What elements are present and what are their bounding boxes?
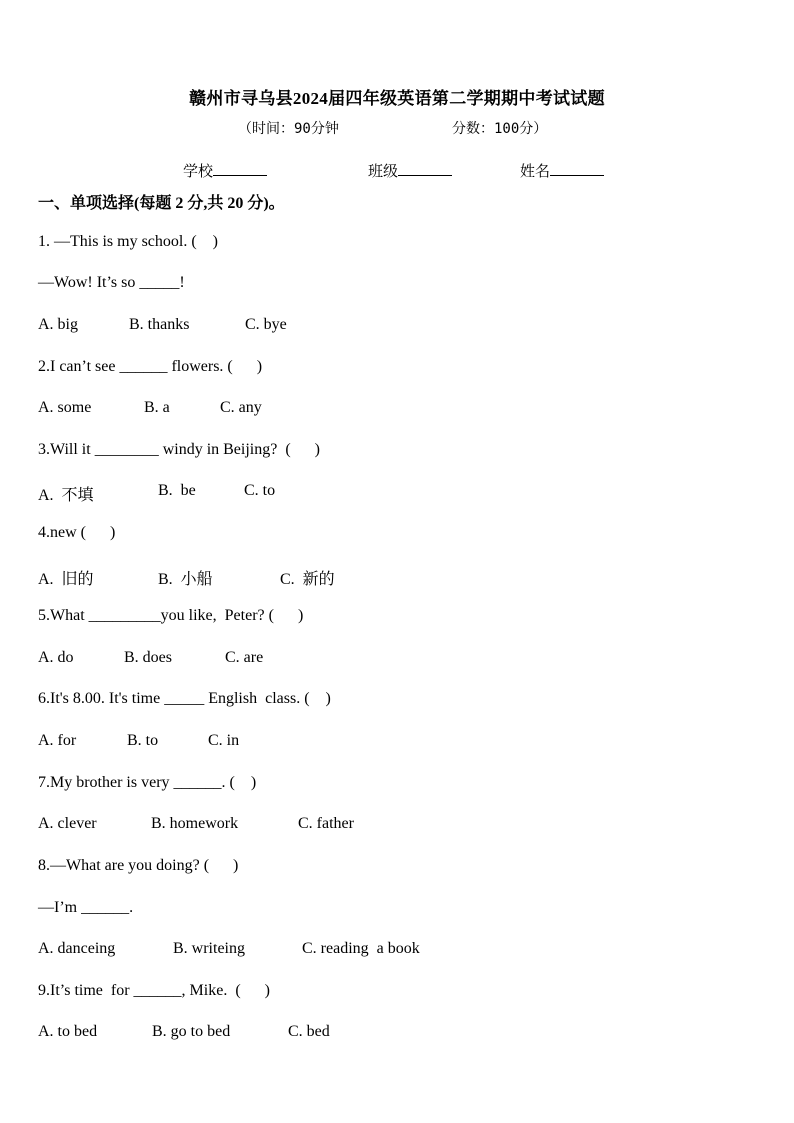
option-b[interactable]: B. be (158, 482, 196, 499)
question-5-stem: 5.What _________you like, Peter? ( ) (38, 607, 304, 624)
option-b[interactable]: B. does (124, 649, 172, 666)
option-a[interactable]: A. clever (38, 815, 97, 832)
option-a[interactable]: A. for (38, 732, 77, 749)
question-4-options (38, 566, 738, 586)
option-c[interactable]: C. any (220, 399, 262, 416)
option-a[interactable]: A. 不填 (38, 487, 94, 504)
option-a[interactable]: A. some (38, 399, 92, 416)
option-c[interactable]: C. reading a book (302, 940, 420, 957)
question-2-stem: 2.I can’t see ______ flowers. ( ) (38, 358, 263, 375)
class-label: 班级 (368, 164, 399, 180)
question-6-options (38, 732, 738, 752)
option-c[interactable]: C. in (208, 732, 240, 749)
option-c[interactable]: C. are (225, 649, 264, 666)
time-info: （时间：90分钟 (238, 121, 339, 137)
question-9-stem: 9.It’s time for ______, Mike. ( ) (38, 982, 270, 999)
option-a[interactable]: A. to bed (38, 1023, 98, 1040)
option-b[interactable]: B. go to bed (152, 1023, 231, 1040)
question-2-options (38, 399, 738, 419)
option-b[interactable]: B. to (127, 732, 159, 749)
class-blank[interactable] (398, 161, 452, 176)
option-c[interactable]: C. to (244, 482, 276, 499)
question-3-options (38, 482, 738, 502)
school-field (183, 160, 267, 181)
section-heading: 一、单项选择(每题 2 分,共 20 分)。 (38, 195, 285, 212)
option-c[interactable]: C. 新的 (280, 571, 335, 588)
name-field (520, 160, 604, 181)
question-1-response: —Wow! It’s so _____! (38, 274, 185, 291)
question-3-stem: 3.Will it ________ windy in Beijing? ( ) (38, 441, 320, 458)
question-9-options (38, 1023, 738, 1043)
option-c[interactable]: C. bed (288, 1023, 330, 1040)
class-field (368, 160, 452, 181)
question-8-response: —I’m ______. (38, 899, 134, 916)
question-5-options (38, 649, 738, 669)
option-a[interactable]: A. 旧的 (38, 571, 94, 588)
option-b[interactable]: B. homework (151, 815, 239, 832)
school-blank[interactable] (213, 161, 267, 176)
option-b[interactable]: B. thanks (129, 316, 190, 333)
name-label: 姓名 (520, 164, 551, 180)
question-8-stem: 8.—What are you doing? ( ) (38, 857, 239, 874)
question-6-stem: 6.It's 8.00. It's time _____ English class. ( ) (38, 690, 331, 707)
page-title: 赣州市寻乌县2024届四年级英语第二学期期中考试试题 (189, 89, 605, 108)
school-label: 学校 (183, 164, 214, 180)
score-info: 分数：100分） (452, 121, 548, 137)
question-1-options (38, 316, 738, 336)
option-a[interactable]: A. do (38, 649, 74, 666)
question-1-stem: 1. —This is my school. ( ) (38, 233, 218, 250)
option-b[interactable]: B. 小船 (158, 571, 213, 588)
question-7-stem: 7.My brother is very ______. ( ) (38, 774, 257, 791)
question-8-options (38, 940, 738, 960)
option-c[interactable]: C. bye (245, 316, 287, 333)
option-b[interactable]: B. a (144, 399, 170, 416)
name-blank[interactable] (550, 161, 604, 176)
option-a[interactable]: A. big (38, 316, 78, 333)
option-b[interactable]: B. writeing (173, 940, 245, 957)
option-a[interactable]: A. danceing (38, 940, 116, 957)
question-4-stem: 4.new ( ) (38, 524, 116, 541)
option-c[interactable]: C. father (298, 815, 354, 832)
question-7-options (38, 815, 738, 835)
